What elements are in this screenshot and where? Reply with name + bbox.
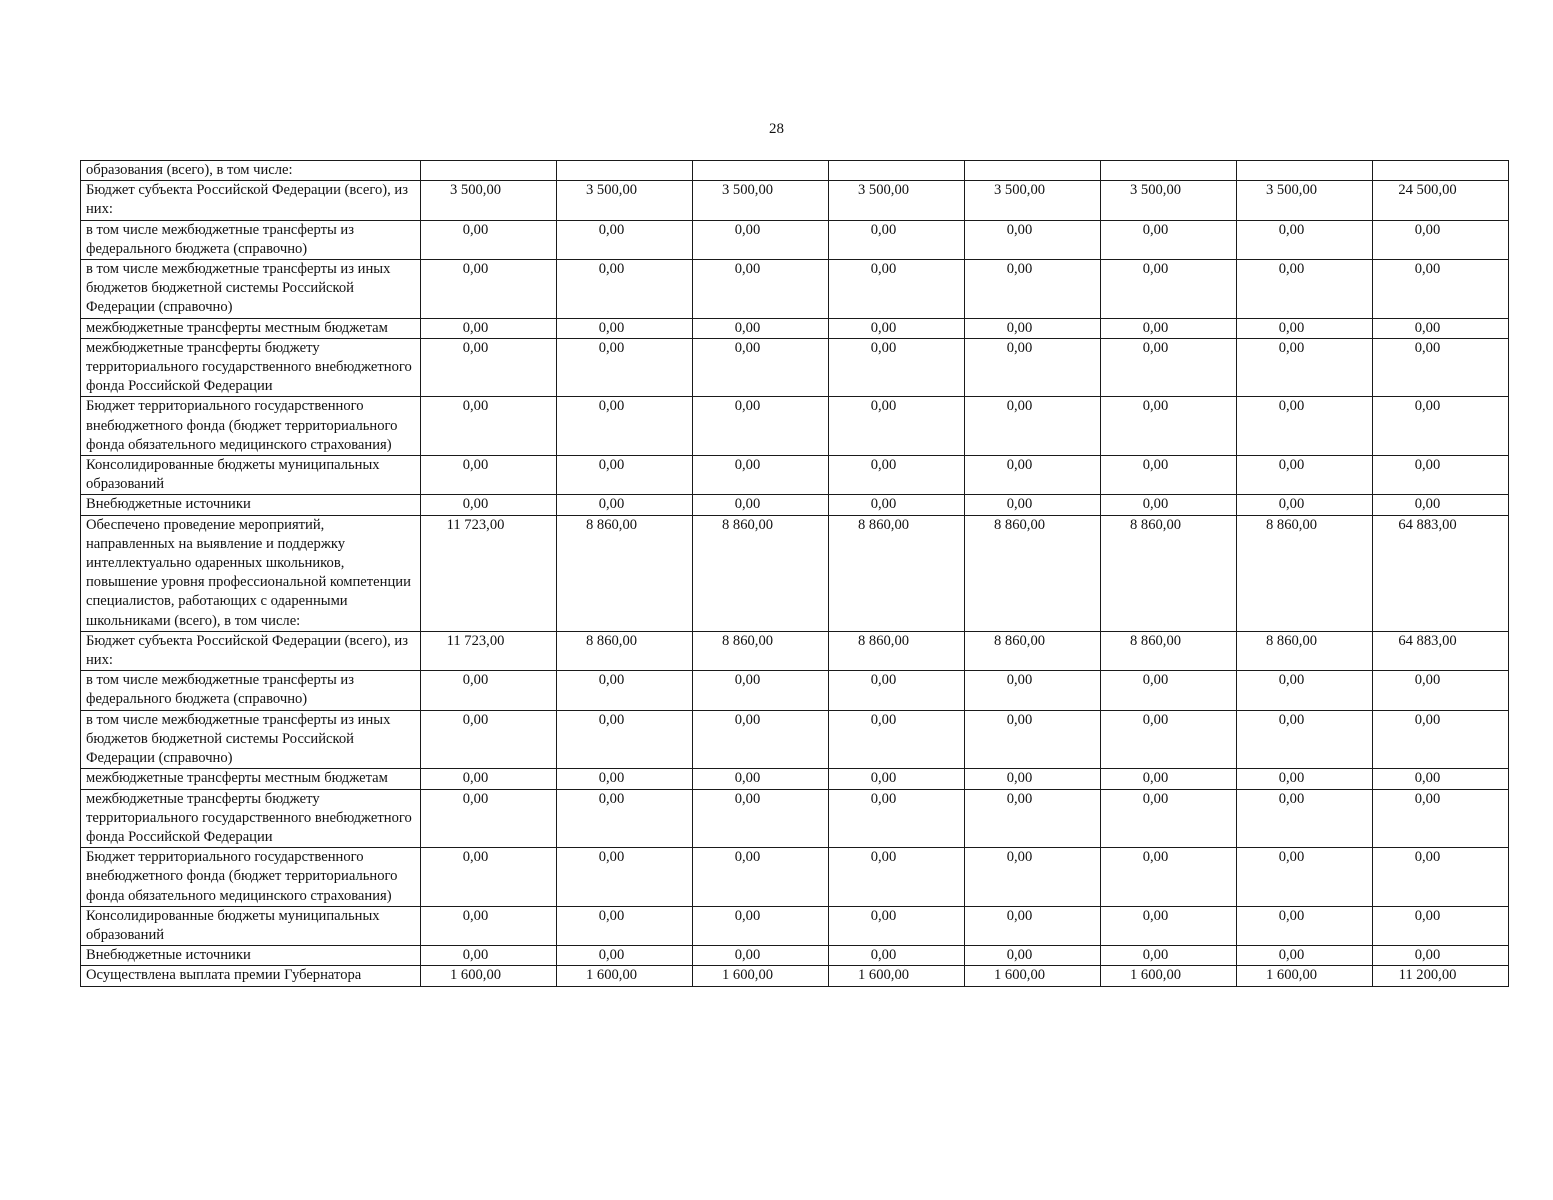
row-label: образования (всего), в том числе: [81, 161, 421, 181]
value-cell: 1 600,00 [829, 966, 965, 986]
value-cell: 1 600,00 [557, 966, 693, 986]
value-cell: 0,00 [421, 397, 557, 456]
value-cell: 0,00 [1101, 260, 1237, 319]
value-cell: 0,00 [965, 848, 1101, 907]
value-cell: 0,00 [421, 260, 557, 319]
value-cell: 0,00 [693, 338, 829, 397]
value-cell: 0,00 [557, 946, 693, 966]
value-cell: 0,00 [1101, 789, 1237, 848]
value-cell: 1 600,00 [1237, 966, 1373, 986]
value-cell: 0,00 [1373, 946, 1509, 966]
value-cell: 0,00 [557, 906, 693, 945]
table-row [81, 769, 1509, 789]
row-label: Бюджет территориального государственного внебюджетного фонда (бюджет территориального фонда обязательного медицинского страхования) [81, 848, 421, 907]
value-cell: 1 600,00 [1101, 966, 1237, 986]
value-cell: 0,00 [693, 260, 829, 319]
value-cell: 0,00 [1373, 671, 1509, 710]
row-label: межбюджетные трансферты бюджету территориального государственного внебюджетного фонда Российской Федерации [81, 789, 421, 848]
table-row [81, 260, 1509, 319]
value-cell [693, 161, 829, 181]
row-label: Внебюджетные источники [81, 495, 421, 515]
value-cell: 0,00 [421, 220, 557, 259]
value-cell: 0,00 [557, 318, 693, 338]
row-label: в том числе межбюджетные трансферты из иных бюджетов бюджетной системы Российской Федерации (справочно) [81, 260, 421, 319]
value-cell: 0,00 [557, 671, 693, 710]
value-cell: 0,00 [693, 946, 829, 966]
value-cell: 0,00 [557, 769, 693, 789]
value-cell: 0,00 [421, 495, 557, 515]
value-cell: 0,00 [829, 769, 965, 789]
value-cell: 0,00 [1237, 671, 1373, 710]
value-cell: 0,00 [1237, 906, 1373, 945]
value-cell: 0,00 [829, 397, 965, 456]
value-cell: 0,00 [829, 906, 965, 945]
table-row [81, 671, 1509, 710]
value-cell: 0,00 [1237, 397, 1373, 456]
value-cell: 8 860,00 [829, 515, 965, 631]
table-row [81, 848, 1509, 907]
value-cell: 64 883,00 [1373, 631, 1509, 670]
value-cell: 0,00 [1373, 906, 1509, 945]
value-cell: 0,00 [829, 338, 965, 397]
value-cell: 8 860,00 [557, 631, 693, 670]
value-cell: 0,00 [965, 789, 1101, 848]
value-cell: 0,00 [1237, 220, 1373, 259]
value-cell: 0,00 [693, 456, 829, 495]
value-cell: 0,00 [965, 495, 1101, 515]
table-row [81, 181, 1509, 220]
table-row [81, 966, 1509, 986]
value-cell: 0,00 [829, 710, 965, 769]
value-cell: 0,00 [1237, 495, 1373, 515]
value-cell: 0,00 [421, 946, 557, 966]
table-row [81, 397, 1509, 456]
table-row [81, 631, 1509, 670]
value-cell: 0,00 [829, 946, 965, 966]
value-cell: 8 860,00 [1237, 515, 1373, 631]
value-cell: 3 500,00 [1101, 181, 1237, 220]
row-label: Консолидированные бюджеты муниципальных образований [81, 906, 421, 945]
value-cell: 0,00 [557, 495, 693, 515]
row-label: Бюджет субъекта Российской Федерации (всего), из них: [81, 181, 421, 220]
value-cell: 24 500,00 [1373, 181, 1509, 220]
value-cell: 0,00 [1373, 848, 1509, 907]
value-cell: 0,00 [829, 318, 965, 338]
value-cell: 3 500,00 [557, 181, 693, 220]
value-cell: 0,00 [829, 848, 965, 907]
budget-table-body [81, 161, 1509, 987]
value-cell: 0,00 [829, 260, 965, 319]
value-cell: 0,00 [693, 789, 829, 848]
row-label: в том числе межбюджетные трансферты из иных бюджетов бюджетной системы Российской Федерации (справочно) [81, 710, 421, 769]
row-label: межбюджетные трансферты бюджету территориального государственного внебюджетного фонда Российской Федерации [81, 338, 421, 397]
value-cell: 0,00 [1101, 495, 1237, 515]
table-row [81, 220, 1509, 259]
value-cell: 8 860,00 [557, 515, 693, 631]
value-cell: 0,00 [693, 495, 829, 515]
row-label: межбюджетные трансферты местным бюджетам [81, 769, 421, 789]
row-label: в том числе межбюджетные трансферты из федерального бюджета (справочно) [81, 671, 421, 710]
value-cell: 0,00 [421, 456, 557, 495]
value-cell: 3 500,00 [965, 181, 1101, 220]
value-cell [421, 161, 557, 181]
value-cell: 0,00 [1237, 318, 1373, 338]
table-row [81, 318, 1509, 338]
value-cell: 0,00 [693, 397, 829, 456]
row-label: в том числе межбюджетные трансферты из федерального бюджета (справочно) [81, 220, 421, 259]
page-number: 28 [769, 121, 784, 137]
table-row [81, 161, 1509, 181]
value-cell: 11 723,00 [421, 515, 557, 631]
value-cell: 0,00 [557, 260, 693, 319]
value-cell: 0,00 [693, 671, 829, 710]
value-cell: 0,00 [1373, 318, 1509, 338]
value-cell: 0,00 [1373, 710, 1509, 769]
value-cell: 0,00 [965, 220, 1101, 259]
value-cell: 8 860,00 [965, 631, 1101, 670]
value-cell: 11 200,00 [1373, 966, 1509, 986]
value-cell: 3 500,00 [421, 181, 557, 220]
value-cell [1237, 161, 1373, 181]
table-row [81, 946, 1509, 966]
value-cell: 0,00 [1373, 220, 1509, 259]
value-cell: 8 860,00 [1101, 515, 1237, 631]
value-cell: 0,00 [421, 789, 557, 848]
value-cell: 0,00 [965, 671, 1101, 710]
value-cell: 11 723,00 [421, 631, 557, 670]
value-cell: 0,00 [1101, 456, 1237, 495]
table-row [81, 338, 1509, 397]
table-row [81, 515, 1509, 631]
value-cell: 0,00 [965, 397, 1101, 456]
row-label: Внебюджетные источники [81, 946, 421, 966]
value-cell: 1 600,00 [965, 966, 1101, 986]
value-cell: 0,00 [693, 710, 829, 769]
value-cell: 8 860,00 [693, 515, 829, 631]
value-cell: 64 883,00 [1373, 515, 1509, 631]
value-cell: 0,00 [1101, 397, 1237, 456]
value-cell: 0,00 [1373, 456, 1509, 495]
value-cell: 0,00 [1373, 769, 1509, 789]
value-cell: 0,00 [1101, 848, 1237, 907]
value-cell: 0,00 [557, 397, 693, 456]
value-cell: 0,00 [557, 710, 693, 769]
value-cell: 0,00 [829, 456, 965, 495]
row-label: межбюджетные трансферты местным бюджетам [81, 318, 421, 338]
value-cell: 3 500,00 [693, 181, 829, 220]
value-cell: 8 860,00 [829, 631, 965, 670]
row-label: Бюджет территориального государственного внебюджетного фонда (бюджет территориального фонда обязательного медицинского страхования) [81, 397, 421, 456]
table-row [81, 495, 1509, 515]
value-cell: 0,00 [965, 769, 1101, 789]
value-cell: 0,00 [693, 848, 829, 907]
value-cell: 0,00 [557, 848, 693, 907]
value-cell [965, 161, 1101, 181]
value-cell: 0,00 [965, 338, 1101, 397]
value-cell: 0,00 [965, 946, 1101, 966]
value-cell: 0,00 [1237, 710, 1373, 769]
value-cell: 1 600,00 [693, 966, 829, 986]
value-cell: 0,00 [1237, 789, 1373, 848]
row-label: Бюджет субъекта Российской Федерации (всего), из них: [81, 631, 421, 670]
value-cell: 0,00 [965, 906, 1101, 945]
value-cell: 0,00 [965, 318, 1101, 338]
value-cell: 0,00 [421, 906, 557, 945]
value-cell: 0,00 [421, 710, 557, 769]
value-cell: 8 860,00 [693, 631, 829, 670]
value-cell: 3 500,00 [829, 181, 965, 220]
value-cell: 0,00 [965, 456, 1101, 495]
value-cell: 0,00 [1237, 769, 1373, 789]
value-cell: 0,00 [1101, 338, 1237, 397]
value-cell: 8 860,00 [1237, 631, 1373, 670]
value-cell: 0,00 [829, 789, 965, 848]
value-cell: 0,00 [557, 789, 693, 848]
value-cell: 0,00 [1237, 338, 1373, 397]
value-cell: 0,00 [421, 338, 557, 397]
row-label: Консолидированные бюджеты муниципальных образований [81, 456, 421, 495]
table-row [81, 710, 1509, 769]
value-cell: 0,00 [1101, 671, 1237, 710]
table-row [81, 906, 1509, 945]
value-cell: 0,00 [1237, 848, 1373, 907]
value-cell: 0,00 [1373, 338, 1509, 397]
value-cell: 0,00 [557, 456, 693, 495]
value-cell: 3 500,00 [1237, 181, 1373, 220]
value-cell: 0,00 [1101, 906, 1237, 945]
value-cell: 0,00 [1101, 769, 1237, 789]
value-cell: 0,00 [421, 671, 557, 710]
value-cell: 0,00 [829, 671, 965, 710]
row-label: Осуществлена выплата премии Губернатора [81, 966, 421, 986]
value-cell [557, 161, 693, 181]
value-cell: 0,00 [1373, 495, 1509, 515]
value-cell: 0,00 [693, 220, 829, 259]
value-cell: 0,00 [1373, 789, 1509, 848]
value-cell: 0,00 [1237, 260, 1373, 319]
budget-table [80, 160, 1509, 987]
value-cell: 0,00 [829, 220, 965, 259]
value-cell: 0,00 [693, 769, 829, 789]
value-cell: 0,00 [1101, 946, 1237, 966]
value-cell: 0,00 [1101, 318, 1237, 338]
value-cell: 0,00 [1237, 946, 1373, 966]
value-cell: 0,00 [829, 495, 965, 515]
value-cell: 0,00 [557, 220, 693, 259]
value-cell: 0,00 [1237, 456, 1373, 495]
value-cell: 0,00 [557, 338, 693, 397]
value-cell: 0,00 [1101, 220, 1237, 259]
value-cell: 8 860,00 [1101, 631, 1237, 670]
value-cell: 8 860,00 [965, 515, 1101, 631]
value-cell: 1 600,00 [421, 966, 557, 986]
value-cell: 0,00 [421, 769, 557, 789]
value-cell: 0,00 [421, 318, 557, 338]
value-cell: 0,00 [1373, 260, 1509, 319]
value-cell: 0,00 [693, 906, 829, 945]
value-cell: 0,00 [693, 318, 829, 338]
value-cell [1101, 161, 1237, 181]
value-cell [829, 161, 965, 181]
value-cell: 0,00 [1101, 710, 1237, 769]
row-label: Обеспечено проведение мероприятий, направленных на выявление и поддержку интеллектуально одаренных школьников, повышение уровня профессиональной компетенции специалистов, работающих с одаренными школьниками (всего), в том числе: [81, 515, 421, 631]
value-cell: 0,00 [1373, 397, 1509, 456]
value-cell: 0,00 [965, 260, 1101, 319]
table-row [81, 456, 1509, 495]
value-cell: 0,00 [421, 848, 557, 907]
value-cell [1373, 161, 1509, 181]
table-row [81, 789, 1509, 848]
value-cell: 0,00 [965, 710, 1101, 769]
